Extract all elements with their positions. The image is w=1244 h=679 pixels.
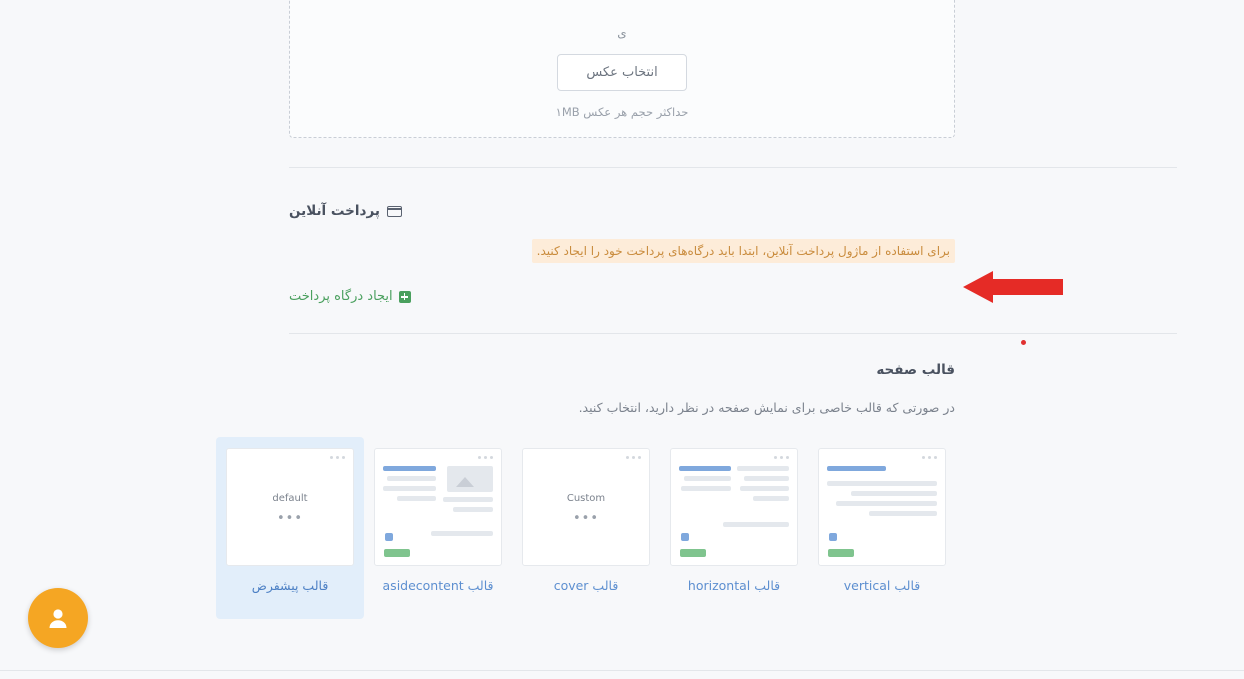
template-card-cover[interactable] <box>512 437 660 619</box>
image-upload-dropzone[interactable] <box>289 0 955 138</box>
page-template-subtitle: در صورتی که قالب خاصی برای نمایش صفحه در نظر دارید، انتخاب کنید. <box>578 400 955 415</box>
create-gateway-row[interactable] <box>289 289 955 304</box>
checkbox-icon <box>829 533 837 541</box>
gateway-warning-text: برای استفاده از ماژول پرداخت آنلاین، ابتدا باید درگاه‌های پرداخت خود را ایجاد کنید. <box>532 239 955 263</box>
choose-image-button[interactable]: انتخاب عکس <box>557 54 686 91</box>
user-avatar-button[interactable] <box>28 588 88 648</box>
template-thumbnail-default <box>226 448 354 566</box>
cursor-dot-marker <box>1021 340 1026 345</box>
template-thumbnail-asidecontent <box>374 448 502 566</box>
online-payment-title: پرداخت آنلاین <box>289 203 380 219</box>
template-thumbnail-cover <box>522 448 650 566</box>
template-label-vertical: قالب vertical <box>843 578 921 593</box>
online-payment-section <box>289 203 955 304</box>
checkbox-icon <box>385 533 393 541</box>
window-dots-icon <box>383 456 493 459</box>
online-payment-heading <box>289 203 955 219</box>
template-label-default: قالب پیشفرض <box>251 578 329 593</box>
create-gateway-link[interactable]: ایجاد درگاه پرداخت <box>289 289 393 305</box>
page-template-title: قالب صفحه <box>876 362 955 378</box>
submit-button-glyph <box>828 549 854 557</box>
template-label-horizontal: قالب horizontal <box>687 578 781 593</box>
template-thumbnail-horizontal <box>670 448 798 566</box>
gateway-warning-row <box>289 239 955 263</box>
page-template-section <box>289 362 955 415</box>
user-avatar-icon <box>44 604 72 632</box>
template-label-cover: قالب cover <box>553 578 619 593</box>
template-center-label-cover: Custom <box>566 493 606 504</box>
window-dots-icon <box>679 456 789 459</box>
template-card-vertical[interactable] <box>808 437 956 619</box>
template-thumbnail-vertical <box>818 448 946 566</box>
template-card-list <box>216 437 956 619</box>
window-dots-icon <box>827 456 937 459</box>
checkbox-icon <box>681 533 689 541</box>
credit-card-icon <box>387 206 402 217</box>
ellipsis-icon: ••• <box>572 511 599 526</box>
plus-square-icon[interactable] <box>399 291 411 303</box>
template-card-asidecontent[interactable] <box>364 437 512 619</box>
divider-payment <box>289 333 1177 334</box>
submit-button-glyph <box>680 549 706 557</box>
window-dots-icon <box>235 456 345 459</box>
bottom-divider <box>0 670 1244 671</box>
upload-size-note: حداکثر حجم هر عکس ۱MB <box>555 105 689 119</box>
window-dots-icon <box>531 456 641 459</box>
image-placeholder-icon <box>447 466 493 492</box>
red-arrow-left <box>963 270 1063 304</box>
upload-partial-text: ی <box>617 26 627 40</box>
template-card-horizontal[interactable] <box>660 437 808 619</box>
template-center-label-default: default <box>272 493 308 504</box>
submit-button-glyph <box>384 549 410 557</box>
template-label-asidecontent: قالب asidecontent <box>382 578 494 593</box>
template-card-default[interactable] <box>216 437 364 619</box>
divider-upload <box>289 167 1177 168</box>
ellipsis-icon: ••• <box>276 511 303 526</box>
